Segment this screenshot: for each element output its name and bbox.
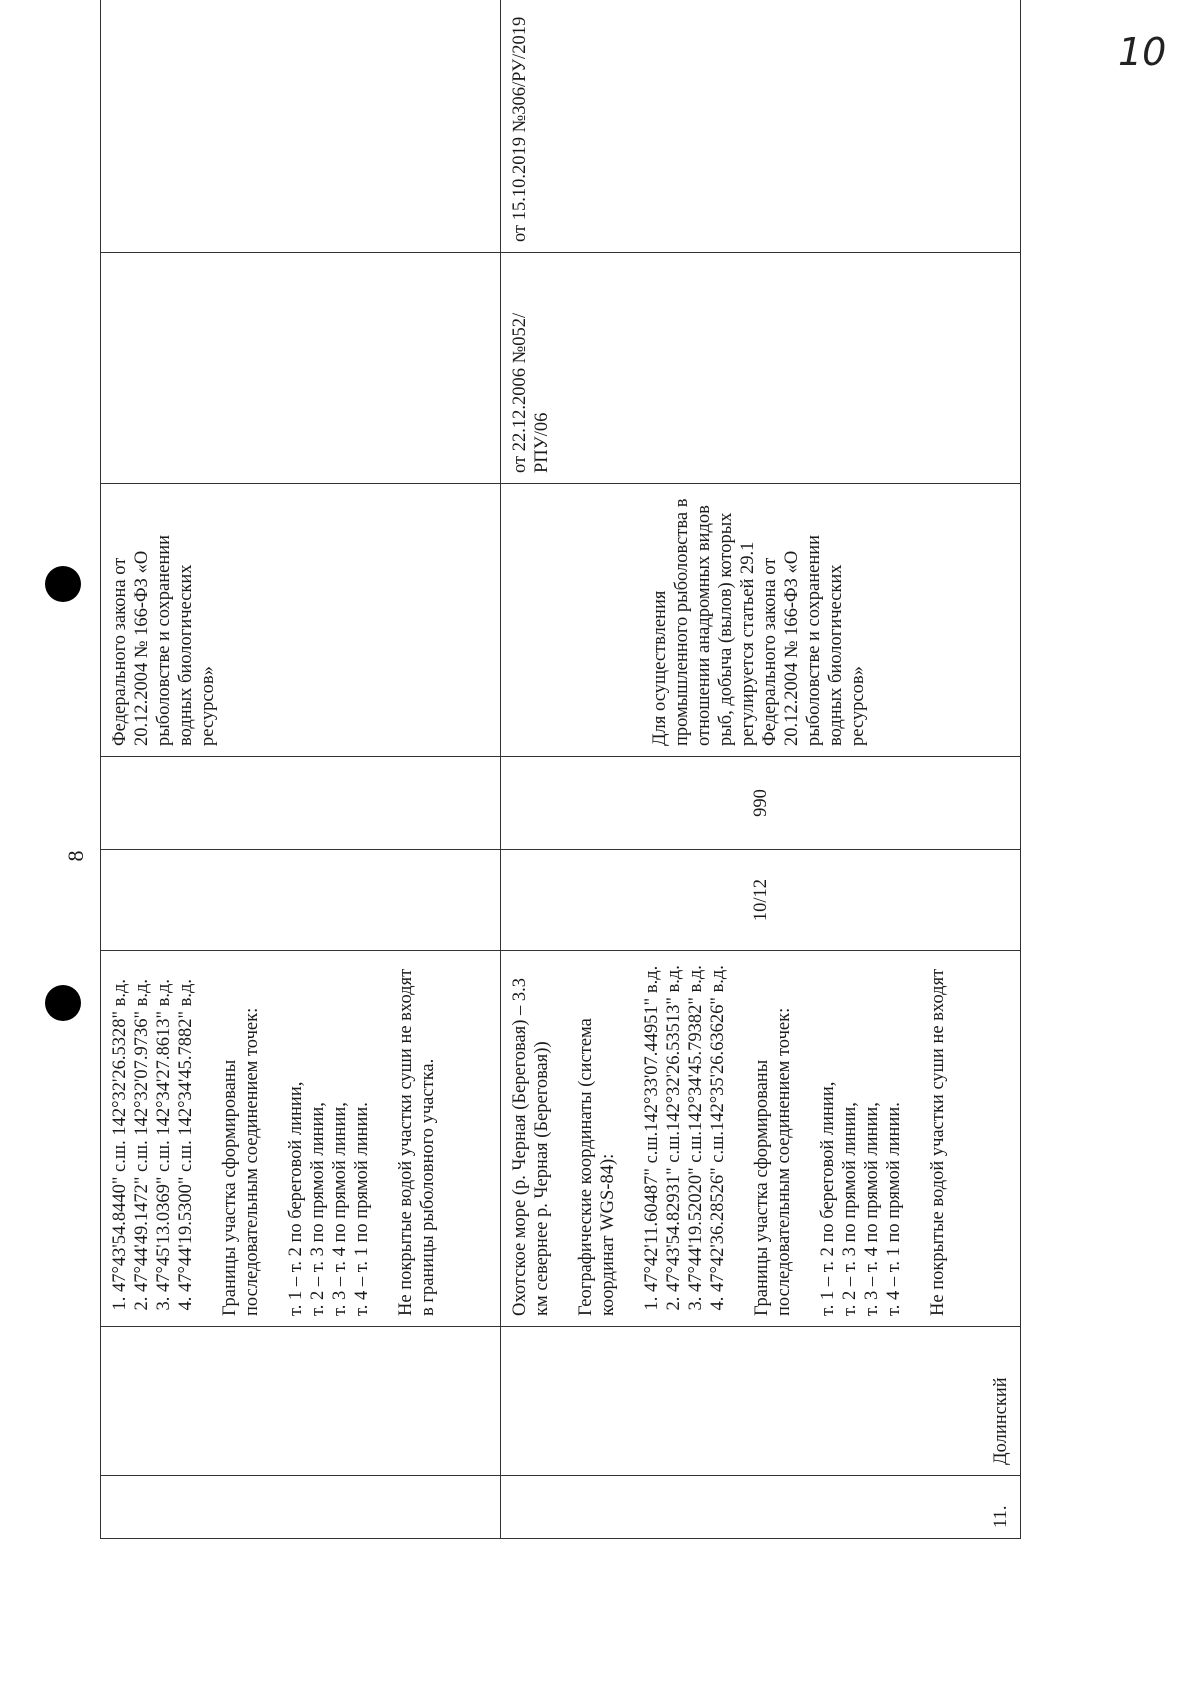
cell-contract	[101, 0, 501, 253]
cell-description	[501, 951, 1021, 1327]
binder-hole	[45, 566, 81, 602]
coordinate-item: 3. 47°45'13.0369" с.ш. 142°34'27.8613" в.д.	[153, 961, 175, 1292]
cell-description	[101, 951, 501, 1327]
cell-district	[101, 1327, 501, 1476]
cell-agreement	[101, 253, 501, 484]
bounds-item: т. 4 – т. 1 по прямой линии.	[884, 1102, 904, 1316]
fishing-sites-table	[100, 16, 1020, 1539]
agreement-text: от 22.12.2006 №052/РПУ/06	[510, 312, 552, 473]
bounds-item: т. 1 – т. 2 по береговой линии,	[286, 1081, 306, 1316]
district-name: Долинский	[991, 1377, 1011, 1465]
purpose-text: Для осуществления промышленного рыболовства в отношении анадромных видов рыб, добыча (вылов) которых регулируется статьей 29.1 Федерального закона от 20.12.2004 № 166-ФЗ «О рыболовстве и сохранении водных биологических ресурсов»	[650, 498, 868, 746]
cell-length	[101, 850, 501, 951]
table-row	[501, 0, 1021, 1539]
cell-purpose	[501, 484, 1021, 757]
coords-title: Географические координаты (система координат WGS-84):	[576, 1018, 618, 1316]
note: Не покрытые водой участки суши не входят в границы рыболовного участка.	[396, 968, 438, 1316]
bounds-item: т. 4 – т. 1 по прямой линии.	[352, 1102, 372, 1316]
purpose-text: Федерального закона от 20.12.2004 № 166-ФЗ «О рыболовстве и сохранении водных биологических ресурсов»	[110, 534, 218, 746]
contract-text: от 15.10.2019 №306/РУ/2019	[510, 16, 530, 242]
coordinate-item: 4. 47°42'36.28526" с.ш.142°35'26.63626" в.д.	[707, 961, 729, 1292]
bounds-item: т. 3 – т. 4 по прямой линии,	[330, 1102, 350, 1316]
cell-purpose	[101, 484, 501, 757]
handwritten-page-mark: 10	[1118, 30, 1167, 74]
cell-num	[501, 1476, 1021, 1539]
coordinate-item: 2. 47°43'54.82931" с.ш.142°32'26.53513" в.д.	[663, 961, 685, 1292]
cell-area	[101, 757, 501, 850]
page-number: 8	[63, 850, 88, 862]
area-value: 990	[750, 789, 771, 817]
row-number: 11.	[991, 1505, 1011, 1528]
location-text: Охотское море (р. Черная (Береговая) – 3.3 км севернее р. Черная (Береговая))	[510, 977, 552, 1316]
bounds-title: Границы участка сформированы последовательным соединением точек:	[220, 1007, 262, 1316]
cell-length	[501, 850, 1021, 951]
binder-hole	[45, 985, 81, 1021]
note: Не покрытые водой участки суши не входят	[928, 968, 948, 1316]
bounds-item: т. 2 – т. 3 по прямой линии,	[840, 1102, 860, 1316]
bounds-item: т. 2 – т. 3 по прямой линии,	[308, 1102, 328, 1316]
coordinate-item: 1. 47°43'54.8440" с.ш. 142°32'26.5328" в.д.	[109, 961, 131, 1292]
bounds-title: Границы участка сформированы последовательным соединением точек:	[752, 1007, 794, 1316]
coordinate-list	[109, 961, 197, 1316]
coordinate-item: 1. 47°42'11.60487" с.ш.142°33'07.44951" в.д.	[641, 961, 663, 1292]
bounds-item: т. 3 – т. 4 по прямой линии,	[862, 1102, 882, 1316]
cell-agreement	[501, 253, 1021, 484]
coordinate-list	[641, 961, 729, 1316]
bounds-item: т. 1 – т. 2 по береговой линии,	[818, 1081, 838, 1316]
cell-contract	[501, 0, 1021, 253]
coordinate-item: 2. 47°44'49.1472" с.ш. 142°32'07.9736" в.д.	[131, 961, 153, 1292]
length-value: 10/12	[750, 878, 771, 922]
table-row	[101, 0, 501, 1539]
cell-area	[501, 757, 1021, 850]
coordinate-item: 4. 47°44'19.5300" с.ш. 142°34'45.7882" в.д.	[175, 961, 197, 1292]
coordinate-item: 3. 47°44'19.52020" с.ш.142°34'45.79382" в.д.	[685, 961, 707, 1292]
cell-district	[501, 1327, 1021, 1476]
cell-num	[101, 1476, 501, 1539]
